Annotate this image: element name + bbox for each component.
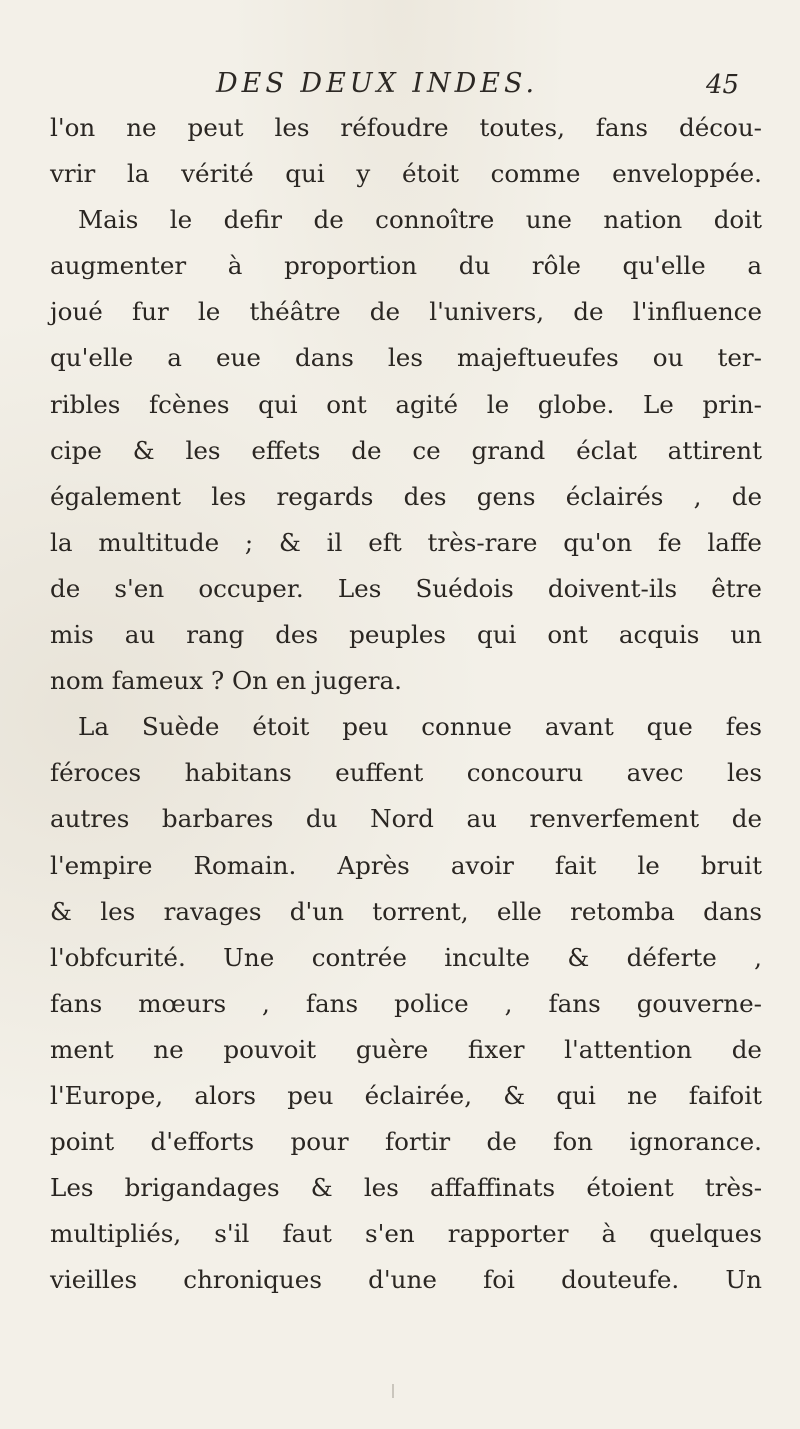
text-line: cipe & les effets de ce grand éclat attirent bbox=[50, 435, 762, 465]
page-header bbox=[0, 68, 800, 110]
text-line: la multitude ; & il eft très-rare qu'on fe laffe bbox=[50, 527, 762, 557]
text-line: joué fur le théâtre de l'univers, de l'influence bbox=[50, 297, 762, 327]
text-line: La Suède étoit peu connue avant que fes bbox=[78, 712, 762, 742]
text-line: point d'efforts pour fortir de fon ignorance. bbox=[50, 1127, 762, 1157]
text-line: féroces habitans euffent concouru avec les bbox=[50, 758, 762, 788]
ink-mark bbox=[392, 1384, 394, 1398]
text-line: multipliés, s'il faut s'en rapporter à quelques bbox=[50, 1219, 762, 1249]
text-line: & les ravages d'un torrent, elle retomba dans bbox=[50, 896, 762, 926]
text-line: fans mœurs , fans police , fans gouverne- bbox=[50, 988, 762, 1018]
page-number: 45 bbox=[706, 70, 740, 100]
text-line: vieilles chroniques d'une foi douteufe. Un bbox=[50, 1265, 762, 1295]
text-line: l'on ne peut les réfoudre toutes, fans décou- bbox=[50, 113, 762, 142]
text-line: l'Europe, alors peu éclairée, & qui ne faifoit bbox=[50, 1080, 762, 1110]
running-title: DES DEUX INDES. bbox=[216, 68, 539, 99]
text-line: de s'en occuper. Les Suédois doivent-ils être bbox=[50, 573, 762, 603]
text-line: nom fameux ? On en jugera. bbox=[50, 666, 402, 696]
text-line: ment ne pouvoit guère fixer l'attention de bbox=[50, 1034, 762, 1064]
text-line: mis au rang des peuples qui ont acquis un bbox=[50, 620, 762, 650]
text-line: autres barbares du Nord au renverfement de bbox=[50, 804, 762, 834]
text-line: ribles fcènes qui ont agité le globe. Le prin- bbox=[50, 389, 762, 419]
text-line: vrir la vérité qui y étoit comme enveloppée. bbox=[50, 159, 762, 189]
text-line: l'obfcurité. Une contrée inculte & déferte , bbox=[50, 942, 762, 972]
text-line: également les regards des gens éclairés , de bbox=[50, 481, 762, 511]
text-line: l'empire Romain. Après avoir fait le bruit bbox=[50, 850, 762, 880]
text-line: Mais le defir de connoître une nation doit bbox=[78, 205, 762, 235]
text-line: augmenter à proportion du rôle qu'elle a bbox=[50, 251, 762, 281]
text-line: Les brigandages & les affaffinats étoient très- bbox=[50, 1173, 762, 1203]
body-text bbox=[50, 105, 762, 1303]
text-line: qu'elle a eue dans les majeftueufes ou ter- bbox=[50, 343, 762, 373]
